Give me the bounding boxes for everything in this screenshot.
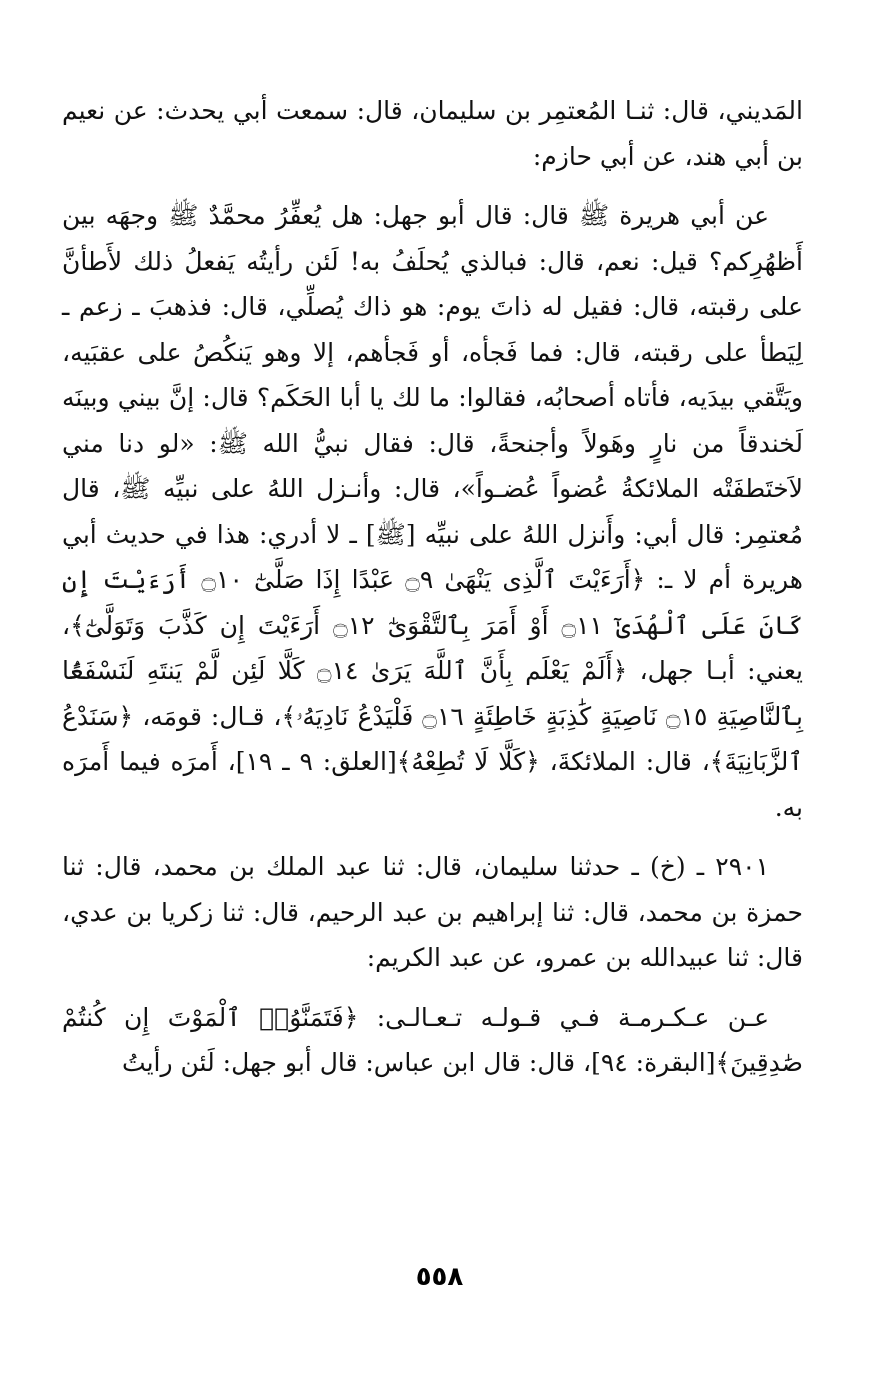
paragraph-isnad-1: المَديني، قال: ثنـا المُعتمِر بن سليمان، قال: سمعت أبي يحدث: عن نعيم بن أبي هند، عن أبي حازم: (62, 96, 803, 171)
page-number: ٥٥٨ (415, 1262, 464, 1292)
paragraph-ikrima: عـن عـكـرمـة فـي قـولـه تـعـالـى: ﴿فَتَمَنَّوُا۟ ٱلْمَوْتَ إِن كُنتُمْ صَٰدِقِينَ﴾[البقرة: ٩٤]، قال: قال ابن عباس: قال أبو جهل: لَئن رأيتُ (62, 1002, 803, 1077)
paragraph-isnad-2901: ٢٩٠١ ـ (خ) ـ حدثنا سليمان، قال: ثنا عبد الملك بن محمد، قال: ثنا حمزة بن محمد، قال: ثنا إبراهيم بن عبد الرحيم، قال: ثنا زكريا بن عدي، قال: ثنا عبيدالله بن عمرو، عن عبد الكريم: (62, 852, 803, 972)
paragraph-hadith-abu-huraira: عن أبي هريرة ﷺ قال: قال أبو جهل: هل يُعفِّرُ محمَّدٌ ﷺ وجهَه بين أَظهُرِكم؟ قيل: نعم، قال: فبالذي يُحلَفُ به! لَئن رأيتُه يَفعلُ ذلك لأَطأنَّ على رقبته، قال: فقيل له ذاتَ يوم: هو ذاك يُصلِّي، قال: فذهبَ ـ زعم ـ لِيَطأ على رقبته، قال: فما فَجأه، أو فَجأهم، إلا وهو يَنكُصُ على عقبَيه، ويَتَّقي بيدَيه، فأتاه أصحابُه، فقالوا: ما لك يا أبا الحَكَم؟ قال: إنَّ بيني وبينَه لَخندقاً من نارٍ وهَولاً وأجنحةً، قال: فقال نبيُّ الله ﷺ: «لو دنا مني لاَختَطفَتْه الملائكةُ عُضواً عُضـواً»، قال: وأنـزل اللهُ على نبيِّه ﷺ، قال مُعتمِر: قال أبي: وأَنزل اللهُ على نبيِّه [ﷺ] ـ لا أدري: هذا في حديث أبي هريرة أم لا ـ: ﴿أَرَءَيْتَ ٱلَّذِى يَنْهَىٰ ۝٩ عَبْدًا إِذَا صَلَّىٰٓ ۝١٠ أَرَءَيْتَ إِن كَانَ عَلَى ٱلْهُدَىٰٓ ۝١١ أَوْ أَمَرَ بِٱلتَّقْوَىٰٓ ۝١٢ أَرَءَيْتَ إِن كَذَّبَ وَتَوَلَّىٰٓ﴾، يعني: أبـا جهل، ﴿أَلَمْ يَعْلَم بِأَنَّ ٱللَّهَ يَرَىٰ ۝١٤ كَلَّا لَئِن لَّمْ يَنتَهِ لَنَسْفَعًۢا بِٱلنَّاصِيَةِ ۝١٥ نَاصِيَةٍ كَٰذِبَةٍ خَاطِئَةٍ ۝١٦ فَلْيَدْعُ نَادِيَهُۥ﴾، قـال: قومَه، ﴿سَنَدْعُ ٱلزَّبَانِيَةَ﴾، قال: الملائكةَ، ﴿كَلَّا لَا تُطِعْهُ﴾[العلق: ٩ ـ ١٩]، أَمرَه فيما أَمرَه به. (62, 201, 804, 822)
